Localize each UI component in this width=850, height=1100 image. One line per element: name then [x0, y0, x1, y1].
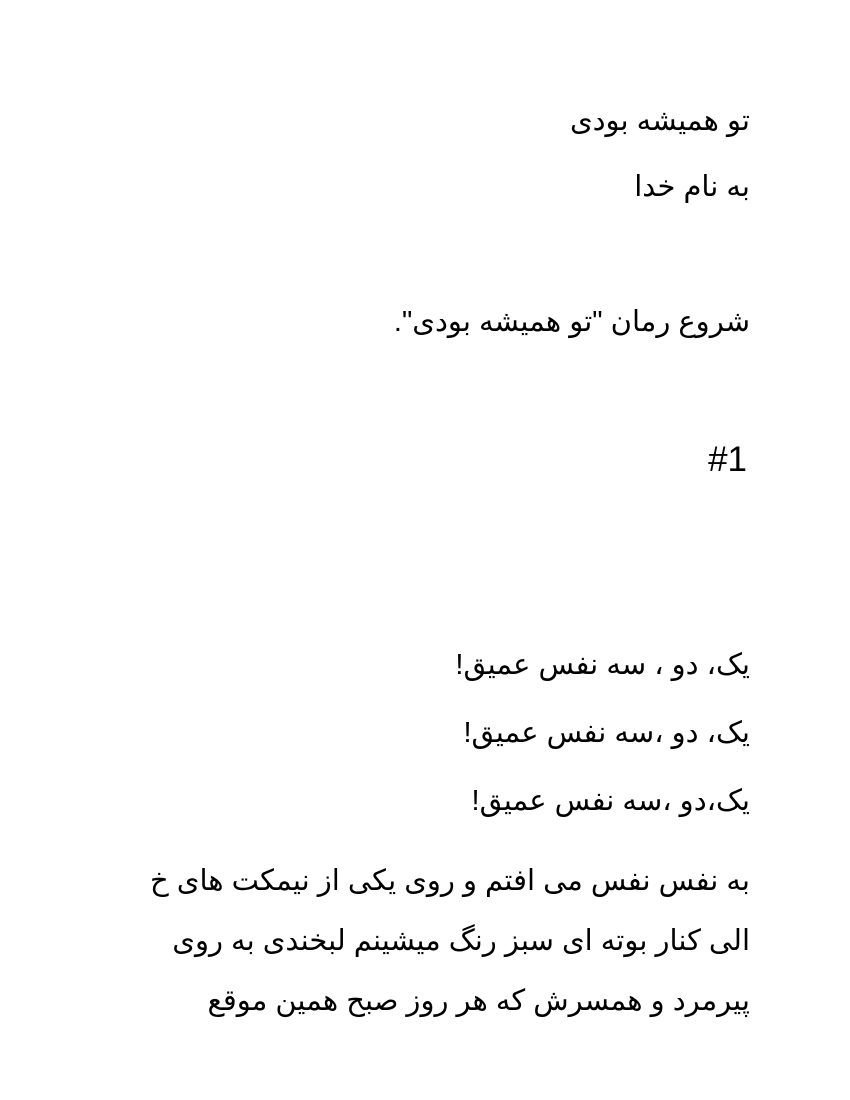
chapter-heading: #1	[708, 440, 747, 479]
body-paragraph	[100, 851, 750, 1031]
breath-line-3: یک،دو ،سه نفس عمیق!	[471, 785, 750, 817]
paragraph-line-2: الی کنار بوته ای سبز رنگ میشینم لبخندی به روی	[172, 925, 750, 957]
invocation-line: به نام خدا	[634, 171, 750, 203]
paragraph-line-1: به نفس نفس می افتم و روی یکی از نیمکت های خ	[149, 865, 750, 897]
paragraph-line-3: پیرمرد و همسرش که هر روز صبح همین موقع	[207, 985, 750, 1017]
breath-line-1: یک، دو ، سه نفس عمیق!	[455, 649, 750, 681]
breath-line-2: یک، دو ،سه نفس عمیق!	[463, 717, 750, 749]
book-title: تو همیشه بودی	[569, 105, 750, 137]
novel-intro-line: شروع رمان "تو همیشه بودی".	[393, 306, 750, 338]
